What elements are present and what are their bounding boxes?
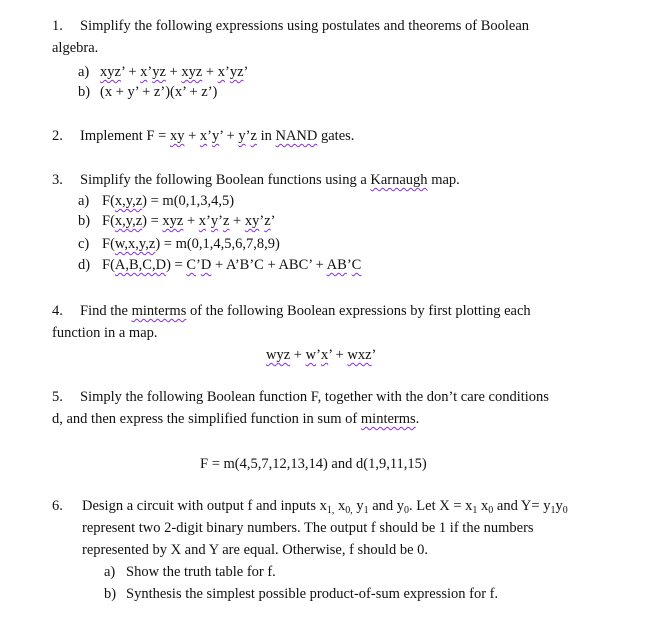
text-segment: w <box>305 347 317 363</box>
q6b-label: b) <box>104 586 117 602</box>
text-segment: ’ <box>207 128 212 144</box>
text-segment: ’ <box>196 257 201 273</box>
q3-stem <box>80 171 460 189</box>
text-segment: ’ <box>206 213 211 229</box>
q3-number: 3. <box>52 172 63 188</box>
text-segment: x <box>320 347 329 363</box>
text-segment: y <box>352 498 364 514</box>
q4-stem-line1 <box>80 302 531 320</box>
text-segment: z <box>264 213 271 229</box>
text-segment: z <box>222 213 230 229</box>
q4-stem-line2: function in a map. <box>52 325 158 341</box>
text-segment: of the following Boolean expressions by first plotting each <box>186 303 531 319</box>
q6-line2: represent two 2-digit binary numbers. The output f should be 1 if the numbers <box>82 520 534 536</box>
text-segment: D <box>200 257 212 273</box>
text-segment: y <box>238 128 246 144</box>
text-segment: ’ <box>259 213 265 229</box>
subscript: 1 <box>472 505 478 516</box>
text-segment: ) = <box>142 213 163 229</box>
q6a-text: Show the truth table for f. <box>126 564 276 580</box>
text-segment: xy <box>244 213 260 229</box>
q2-number: 2. <box>52 128 63 144</box>
q3d-expression <box>102 256 361 274</box>
text-segment: x,y,z <box>114 213 143 229</box>
text-segment: y <box>210 213 219 229</box>
q5-stem-line2 <box>52 410 419 428</box>
text-segment: Design a circuit with output f and inputs x <box>82 498 327 514</box>
text-segment: ’ <box>245 128 251 144</box>
q1-number: 1. <box>52 18 63 34</box>
text-segment: x <box>217 64 225 80</box>
q3d-label: d) <box>78 257 91 273</box>
text-segment: ’ <box>316 347 321 363</box>
q4-number: 4. <box>52 303 63 319</box>
text-segment: x <box>198 213 207 229</box>
text-segment: + <box>165 64 182 80</box>
text-segment: ’ <box>270 213 276 229</box>
text-segment: and y <box>368 498 405 514</box>
text-segment: Find the <box>80 303 132 319</box>
text-segment: + <box>290 347 306 363</box>
text-segment: . Let X = x <box>409 498 473 514</box>
text-segment: F( <box>102 257 115 273</box>
q6-number: 6. <box>52 498 63 514</box>
text-segment: y <box>555 498 563 514</box>
text-segment: gates. <box>317 128 355 144</box>
text-segment: F( <box>102 193 115 209</box>
text-segment: xyz <box>181 64 203 80</box>
text-segment: x <box>140 64 148 80</box>
text-segment: ’ <box>243 64 249 80</box>
text-segment: x <box>334 498 346 514</box>
text-segment: map. <box>427 172 460 188</box>
text-segment: x <box>199 128 208 144</box>
q3b-expression <box>102 212 275 230</box>
text-segment: z <box>250 128 257 144</box>
text-segment: y <box>211 128 220 144</box>
text-segment: C <box>351 257 362 273</box>
text-segment: yz <box>152 64 166 80</box>
subscript: 0 <box>404 505 410 516</box>
text-segment: + <box>183 213 199 229</box>
text-segment: A,B,C,D <box>114 257 167 273</box>
q6-line1 <box>82 497 568 515</box>
text-segment: ’ <box>218 213 223 229</box>
q6-line3: represented by X and Y are equal. Otherwise, f should be 0. <box>82 542 429 558</box>
text-segment: wxz <box>347 347 372 363</box>
text-segment: Karnaugh <box>370 172 428 188</box>
text-segment: ’ <box>346 257 352 273</box>
q1b-expression: (x + y’ + z’)(x’ + z’) <box>100 84 218 100</box>
text-segment: d, and then express the simplified function in sum of <box>52 411 361 427</box>
text-segment: xyz <box>162 213 184 229</box>
text-segment: + A’B’C + ABC’ + <box>211 257 327 273</box>
text-segment: ) = m(0,1,3,4,5) <box>142 193 235 209</box>
q5-stem-line1: Simply the following Boolean function F, together with the don’t care conditions <box>80 389 549 405</box>
text-segment: minterms <box>360 411 416 427</box>
text-segment: ’ + <box>219 128 239 144</box>
text-segment: in <box>256 128 276 144</box>
text-segment: + <box>202 64 218 80</box>
subscript: 0 <box>562 505 568 516</box>
text-segment: C <box>186 257 197 273</box>
q1a-expression <box>100 63 248 81</box>
text-segment: Simplify the following Boolean functions using a <box>80 172 371 188</box>
subscript: 1 <box>363 505 369 516</box>
text-segment: yz <box>229 64 244 80</box>
text-segment: F( <box>102 213 115 229</box>
text-segment: xy <box>169 128 185 144</box>
text-segment: wyz <box>266 347 291 363</box>
text-segment: Implement F = <box>80 128 170 144</box>
q3c-label: c) <box>78 236 90 252</box>
q1a-label: a) <box>78 64 90 80</box>
text-segment: . <box>415 411 420 427</box>
q3c-expression <box>102 235 280 253</box>
subscript: 0 <box>488 505 494 516</box>
text-segment: ) = m(0,1,4,5,6,7,8,9) <box>155 236 280 252</box>
q1b-label: b) <box>78 84 91 100</box>
q3a-label: a) <box>78 193 90 209</box>
text-segment: AB <box>326 257 347 273</box>
subscript: 1 <box>550 505 556 516</box>
subscript: 0, <box>345 505 353 516</box>
text-segment: F( <box>102 236 115 252</box>
text-segment: ’ <box>224 64 230 80</box>
q1-stem-line2: algebra. <box>52 40 99 56</box>
q3a-expression <box>102 192 234 210</box>
text-segment: ’ + <box>328 347 348 363</box>
text-segment: ’ <box>371 347 377 363</box>
text-segment: + <box>229 213 245 229</box>
q1-stem-line1: Simplify the following expressions using postulates and theorems of Boolean <box>80 18 530 34</box>
q3b-label: b) <box>78 213 91 229</box>
text-segment: and Y= y <box>493 498 551 514</box>
text-segment: ) = <box>166 257 187 273</box>
q6a-label: a) <box>104 564 116 580</box>
text-segment: minterms <box>131 303 187 319</box>
text-segment: x <box>477 498 489 514</box>
text-segment: ’ <box>147 64 153 80</box>
text-segment: xyz <box>100 64 121 80</box>
q5-number: 5. <box>52 389 63 405</box>
text-segment: ’ + <box>120 64 141 80</box>
q6b-text: Synthesis the simplest possible product-of-sum expression for f. <box>126 586 499 602</box>
subscript: 1, <box>326 505 335 516</box>
text-segment: + <box>184 128 200 144</box>
q2-text <box>80 127 354 145</box>
q5-expression: F = m(4,5,7,12,13,14) and d(1,9,11,15) <box>200 456 427 472</box>
q4-expression <box>266 346 376 364</box>
text-segment: x,y,z <box>114 193 143 209</box>
text-segment: w,x,y,z <box>114 236 156 252</box>
text-segment: NAND <box>275 128 318 144</box>
